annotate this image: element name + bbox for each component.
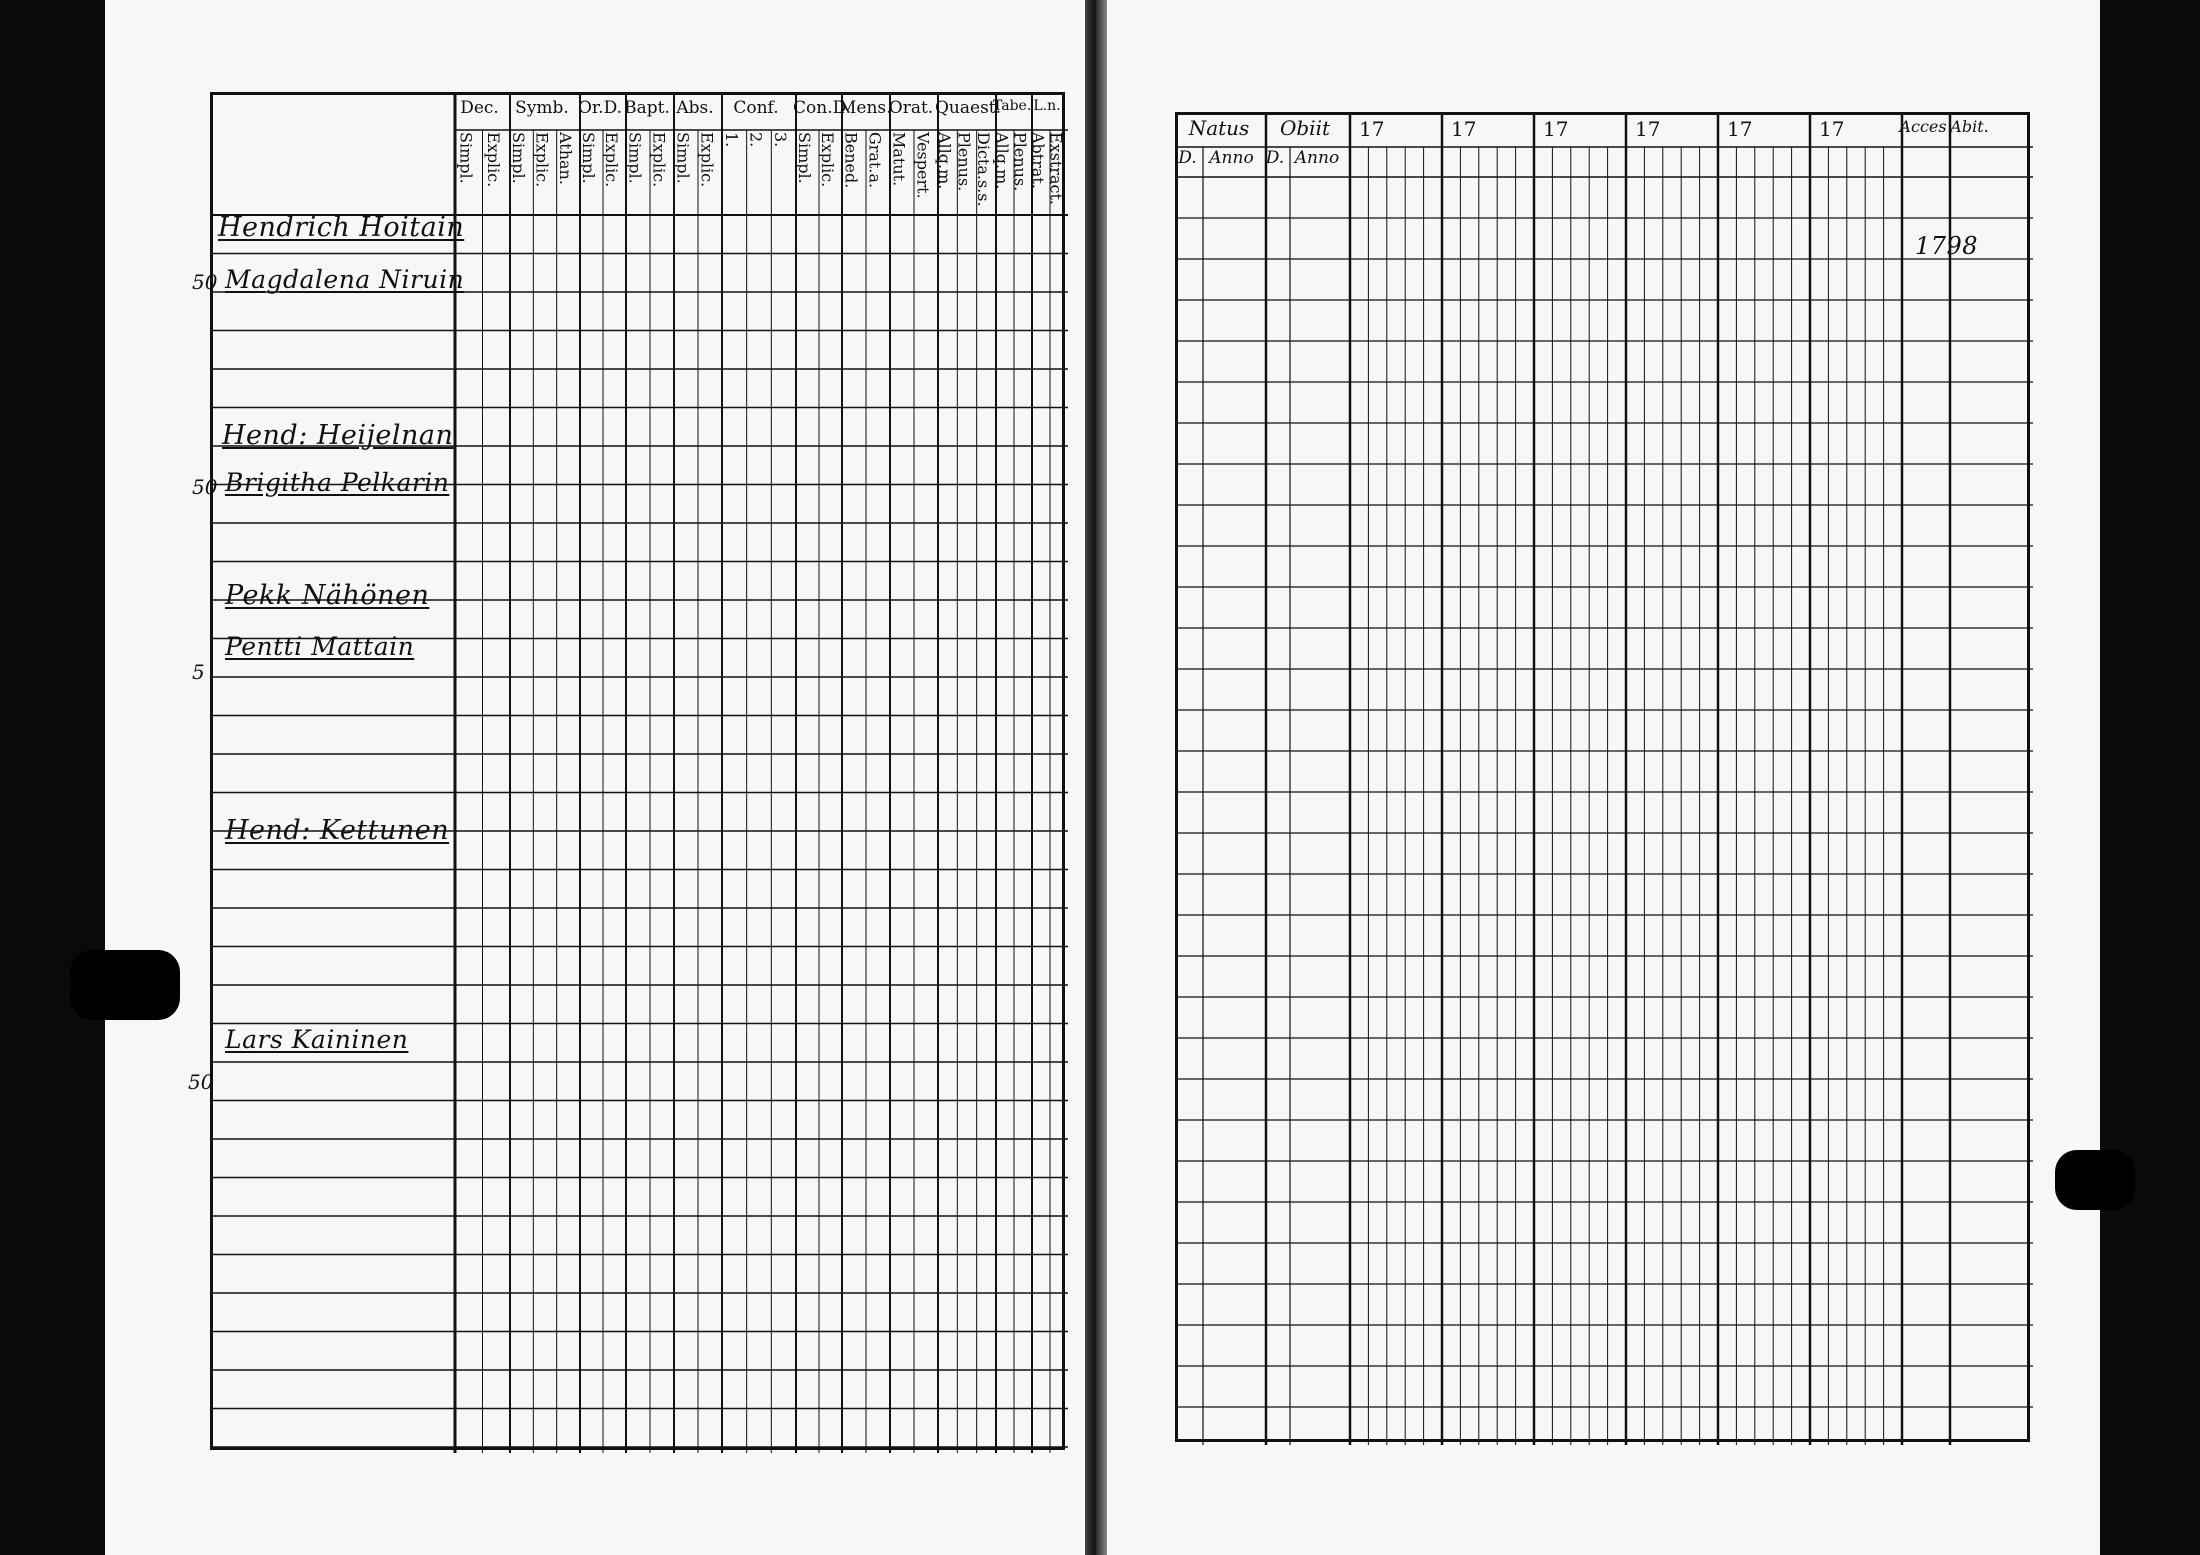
left-ledger-table <box>210 92 1065 1450</box>
column-header-mens: Mens. <box>839 98 892 118</box>
subheader-tabe-0: Allq.m. <box>992 132 1012 190</box>
obiit-header: Obiit <box>1279 116 1331 140</box>
subheader-ord-1: Explic. <box>602 132 621 188</box>
subheader-quaest-0: Allq.m. <box>935 132 955 190</box>
column-header-abs: Abs. <box>676 98 714 118</box>
entry-name-7: Hend: Kettunen <box>225 815 450 846</box>
column-header-conf: Conf. <box>733 98 779 118</box>
accessit-note: 1798 <box>1915 232 1979 260</box>
obiit-year-header: Anno <box>1294 148 1340 168</box>
page-tab-left <box>70 950 180 1020</box>
year-column-header: 17 <box>1359 117 1385 141</box>
subheader-tabe-1: Plenus. <box>1010 132 1030 192</box>
subheader-mens-0: Bened. <box>841 132 861 189</box>
column-header-orat: Orat. <box>888 98 934 118</box>
subheader-orat-1: Vespert. <box>913 132 933 199</box>
book-gutter <box>1085 0 1107 1555</box>
subheader-quaest-2: Dicta.s.s. <box>973 132 993 207</box>
left-binding-edge <box>0 0 110 1555</box>
entry-name-4: Brigitha Pelkarin <box>225 468 450 497</box>
obiit-day-header: D. <box>1265 148 1285 168</box>
right-ledger-table <box>1175 112 2030 1442</box>
subheader-conf-0: 1. <box>721 132 741 148</box>
subheader-dec-0: Simpl. <box>456 132 476 184</box>
natus-year-header: Anno <box>1209 148 1254 168</box>
column-header-ln: L.n. <box>1033 98 1061 114</box>
year-column-header: 17 <box>1819 117 1845 141</box>
entry-name-5: Pekk Nähönen <box>225 580 430 611</box>
natus-day-header: D. <box>1178 148 1197 168</box>
column-header-dec: Dec. <box>460 98 499 118</box>
subheader-bapt-1: Explic. <box>649 132 669 188</box>
column-header-bapt: Bapt. <box>624 98 670 118</box>
column-header-ord: Or.D. <box>577 98 623 118</box>
subheader-cond-0: Simpl. <box>795 132 814 184</box>
year-column-header: 17 <box>1451 117 1477 141</box>
subheader-symb-0: Simpl. <box>509 132 529 184</box>
subheader-bapt-0: Simpl. <box>625 132 645 184</box>
column-header-tabe: Tabe. <box>993 98 1032 114</box>
subheader-ln-1: Exstract. <box>1046 132 1066 206</box>
subheader-cond-1: Explic. <box>818 132 837 188</box>
subheader-dec-1: Explic. <box>483 132 503 188</box>
year-column-header: 17 <box>1635 117 1661 141</box>
subheader-ln-0: Abtrat. <box>1028 132 1048 189</box>
subheader-orat-0: Matut. <box>889 132 909 187</box>
margin-mark-2: 50 <box>192 270 218 294</box>
entry-name-1: Hendrich Hoitain <box>218 212 465 243</box>
subheader-abs-1: Explic. <box>697 132 717 188</box>
subheader-conf-1: 2. <box>746 132 766 148</box>
natus-header: Natus <box>1188 116 1250 140</box>
left-ledger-grid <box>213 95 1068 1453</box>
page-tab-right <box>2055 1150 2135 1210</box>
accessit-header: Acces <box>1899 117 1947 136</box>
subheader-ord-0: Simpl. <box>579 132 598 184</box>
subheader-symb-1: Explic. <box>532 132 552 188</box>
entry-name-2: Magdalena Niruin <box>225 265 465 294</box>
column-header-symb: Symb. <box>515 98 569 118</box>
subheader-abs-0: Simpl. <box>673 132 693 184</box>
subheader-conf-2: 3. <box>771 132 791 148</box>
column-header-quaest: Quaest. <box>935 98 1002 118</box>
margin-mark-8: 50 <box>188 1070 214 1094</box>
subheader-mens-1: Grat.a. <box>865 132 885 189</box>
column-header-cond: Con.D. <box>793 98 852 118</box>
entry-name-3: Hend: Heijelnan <box>222 420 454 451</box>
entry-name-6: Pentti Mattain <box>225 632 415 661</box>
subheader-symb-2: Athan. <box>555 132 575 185</box>
entry-name-8: Lars Kaininen <box>225 1025 409 1054</box>
year-column-header: 17 <box>1543 117 1569 141</box>
year-column-header: 17 <box>1727 117 1753 141</box>
subheader-quaest-1: Plenus. <box>954 132 974 192</box>
right-binding-edge <box>2095 0 2200 1555</box>
right-ledger-grid <box>1178 115 2033 1445</box>
abiit-header: Abit. <box>1950 117 1989 136</box>
margin-mark-4: 50 <box>192 475 218 499</box>
margin-mark-6: 5 <box>192 660 205 684</box>
